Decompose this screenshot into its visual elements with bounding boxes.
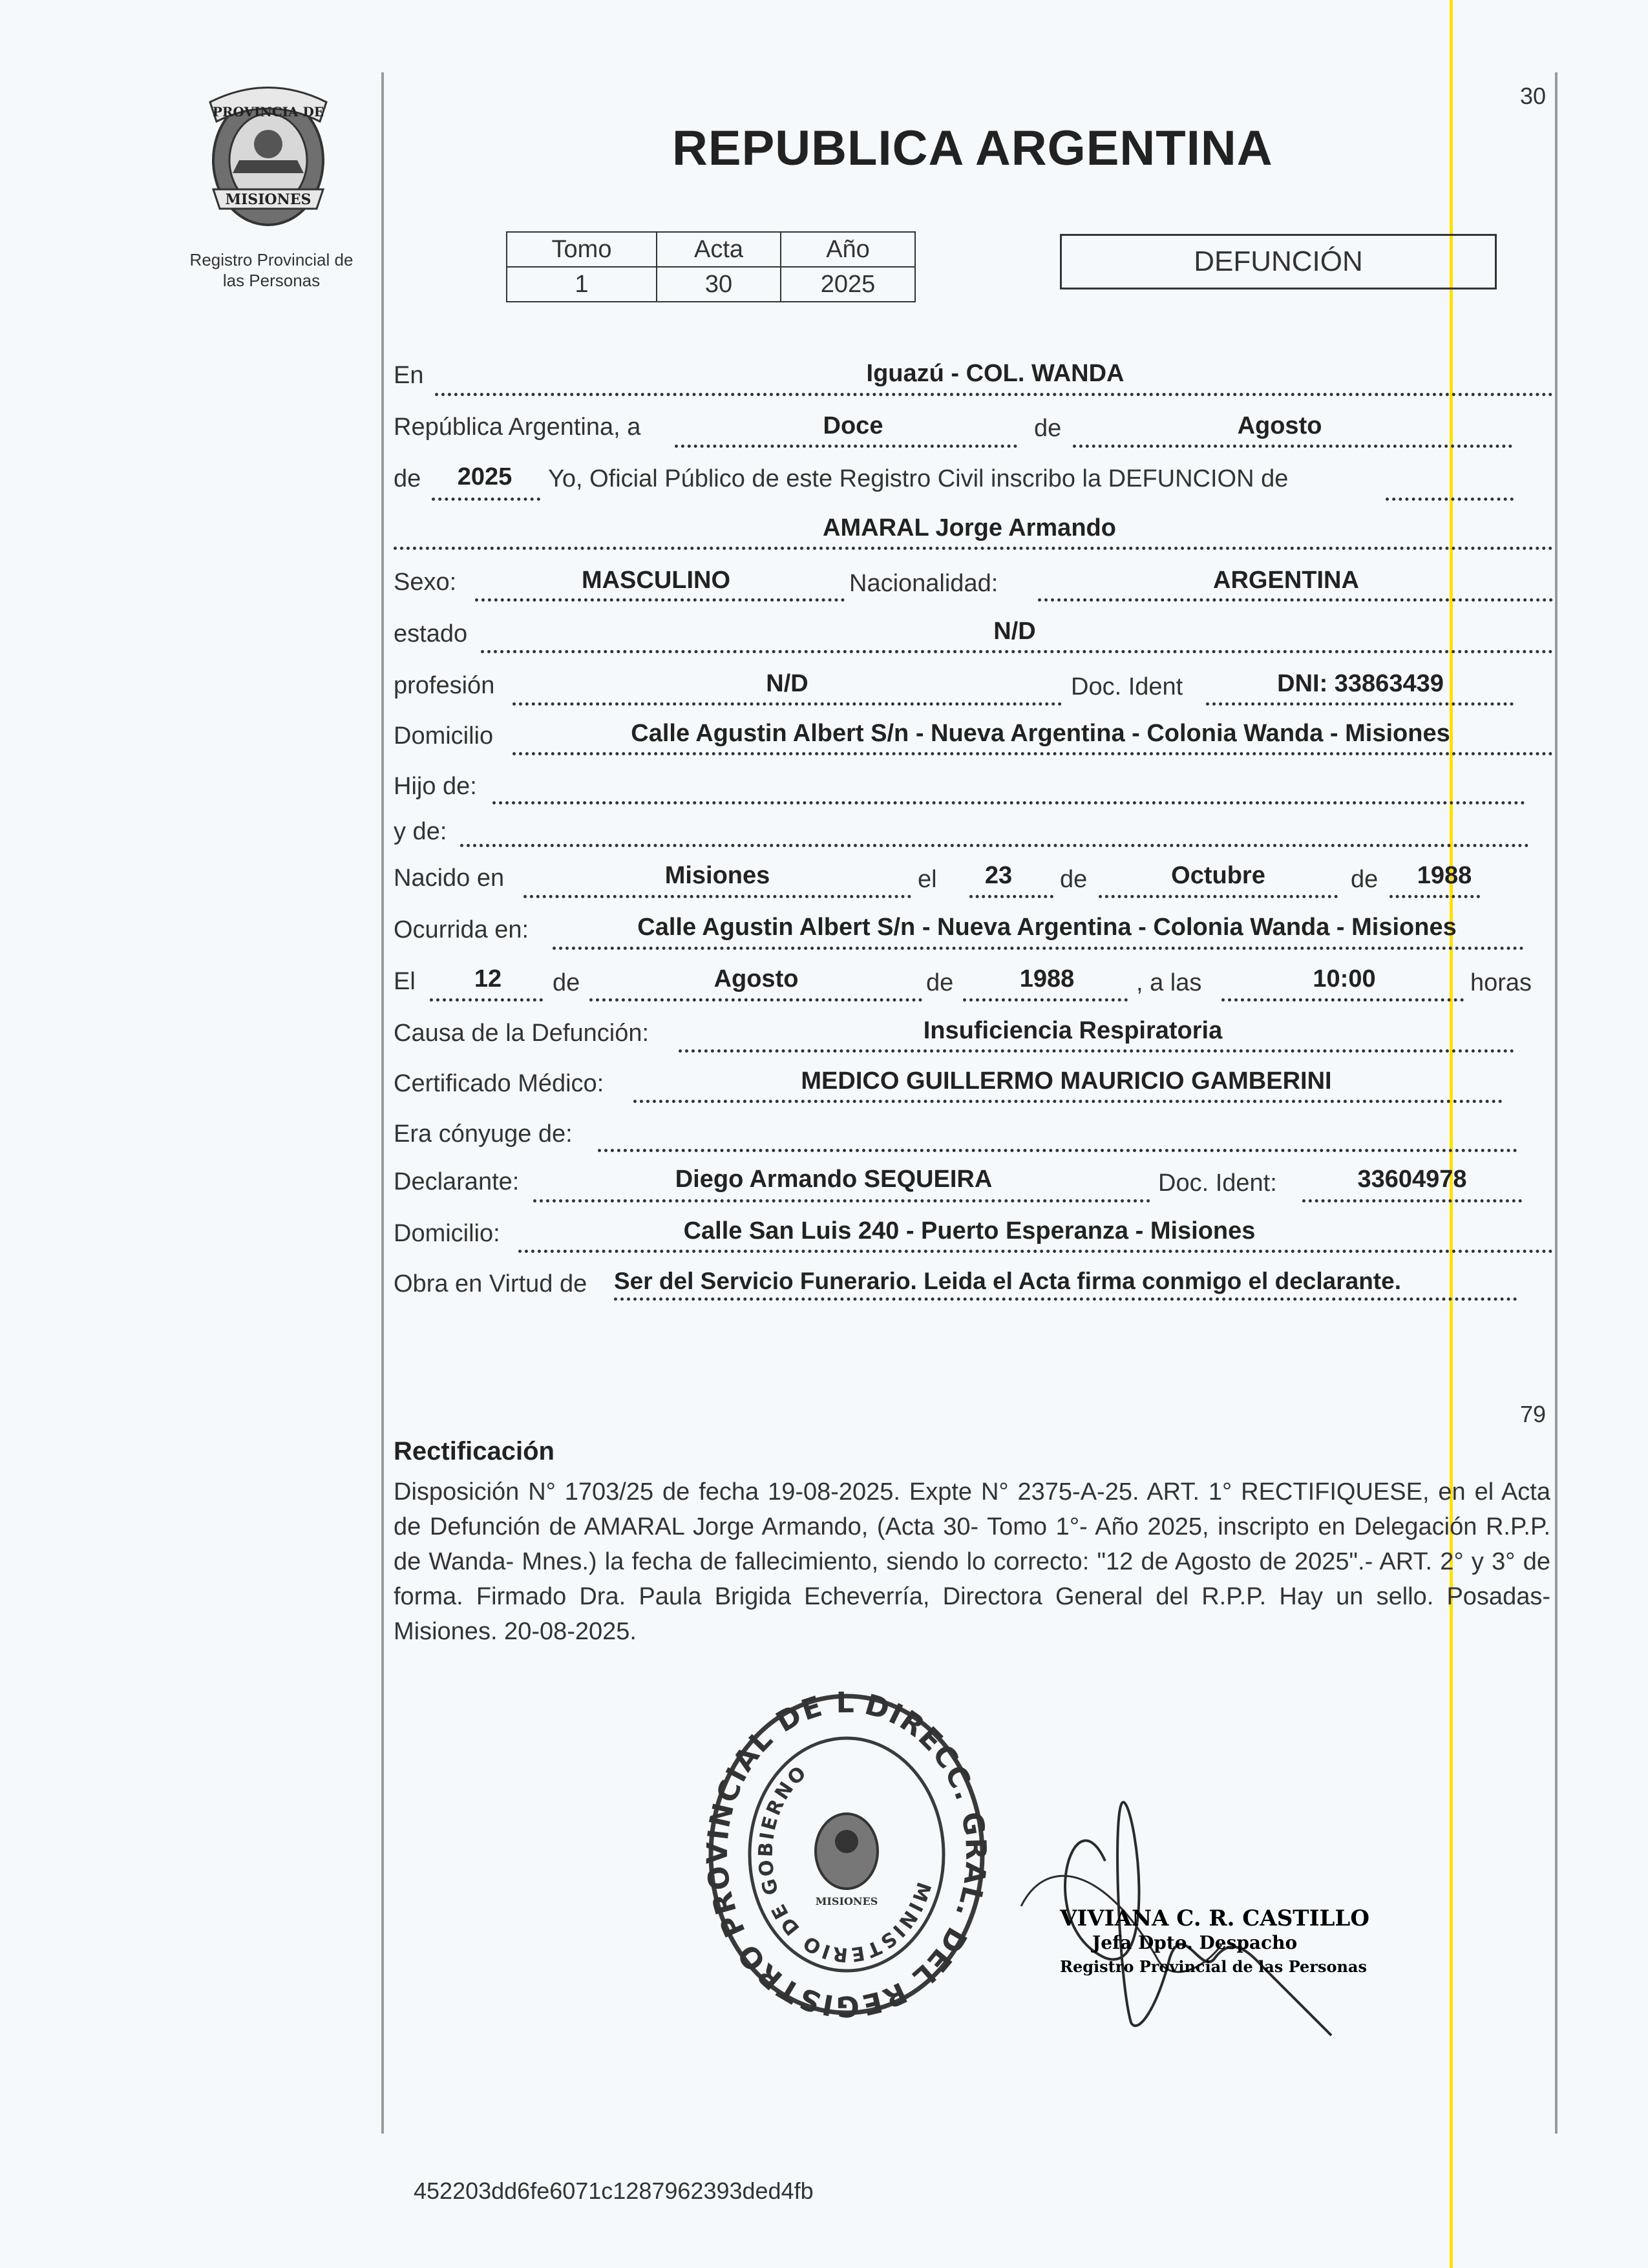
nac-mes-value: Octubre [1171, 862, 1265, 889]
conyuge-dotted-line [598, 1149, 1517, 1152]
nacionalidad-value: ARGENTINA [1213, 567, 1359, 594]
profesion-value: N/D [766, 670, 808, 697]
left-margin-line [381, 72, 384, 2134]
certificado-dotted-line [633, 1100, 1503, 1103]
el-label: El [394, 968, 416, 995]
domicilio-value: Calle Agustin Albert S/n - Nueva Argentina - Colonia Wanda - Misiones [631, 720, 1450, 747]
estado-dotted-line [481, 650, 1553, 653]
fall-anio-dotted-line [963, 998, 1128, 1002]
document-title: REPUBLICA ARGENTINA [672, 121, 1273, 176]
right-margin-line [1555, 72, 1558, 2134]
nac-anio-value: 1988 [1417, 862, 1472, 889]
table-value-anio: 2025 [781, 267, 915, 302]
ocurrida-value: Calle Agustin Albert S/n - Nueva Argentina - Colonia Wanda - Misiones [637, 914, 1457, 941]
fall-dia-dotted-line [430, 998, 543, 1002]
rectificacion-title: Rectificación [394, 1437, 555, 1465]
svg-text:DIRECC. GRAL. DEL REGISTRO PRO: DIRECC. GRAL. DEL REGISTRO PROVINCIAL DE L [701, 1686, 993, 2022]
logo-caption: Registro Provincial de las Personas [189, 250, 354, 290]
doc-ident-dotted-line [1206, 702, 1514, 706]
de-label-2: de [394, 465, 421, 492]
dia-dotted-line [675, 445, 1017, 448]
highlight-vertical-line [1450, 0, 1453, 2268]
hora-value: 10:00 [1313, 965, 1376, 992]
nacionalidad-dotted-line [1038, 598, 1553, 602]
declarante-dotted-line [533, 1199, 1150, 1202]
table-header-anio: Año [781, 232, 915, 267]
en-label: En [394, 362, 424, 389]
nacido-dotted-line [523, 895, 911, 898]
domicilio2-value: Calle San Luis 240 - Puerto Esperanza - Misiones [683, 1217, 1256, 1244]
certificado-label: Certificado Médico: [394, 1070, 604, 1097]
page-number-top: 30 [1520, 83, 1547, 109]
nac-mes-dotted-line [1099, 895, 1338, 898]
en-dotted-line [435, 393, 1553, 396]
nacido-de-label-2: de [1351, 866, 1379, 893]
hijo-label: Hijo de: [394, 773, 477, 800]
estado-value: N/D [993, 618, 1036, 645]
tomo-acta-anio-table [506, 231, 916, 302]
province-seal-logo [194, 76, 343, 231]
anio-dotted-line [432, 498, 540, 501]
domicilio-dotted-line [512, 752, 1553, 755]
doc-ident-label: Doc. Ident [1071, 673, 1183, 700]
inscribo-label: Yo, Oficial Público de este Registro Civil inscribo la DEFUNCION de [548, 465, 1289, 492]
alas-label: , a las [1136, 969, 1202, 996]
ocurrida-dotted-line [553, 947, 1524, 950]
obra-value: Ser del Servicio Funerario. Leida el Acta firma conmigo el declarante. [614, 1268, 1401, 1294]
nacido-value: Misiones [664, 862, 770, 889]
fall-de-label-1: de [553, 969, 580, 996]
anio-value: 2025 [457, 463, 512, 490]
sexo-value: MASCULINO [581, 567, 731, 594]
official-stamp [698, 1686, 995, 2022]
doc-ident2-dotted-line [1302, 1199, 1522, 1202]
yde-label: y de: [394, 818, 447, 845]
fall-anio-value: 1988 [1019, 965, 1075, 992]
sexo-dotted-line [475, 598, 845, 602]
nacido-de-label-1: de [1060, 866, 1088, 893]
fall-mes-dotted-line [589, 998, 922, 1002]
signature [1008, 1764, 1370, 2048]
doc-ident2-value: 33604978 [1357, 1166, 1467, 1193]
ocurrida-label: Ocurrida en: [394, 916, 529, 943]
doc-ident2-label: Doc. Ident: [1158, 1170, 1277, 1197]
rectificacion-page-number: 79 [1520, 1401, 1547, 1427]
causa-value: Insuficiencia Respiratoria [923, 1017, 1223, 1044]
rectificacion-text: Disposición N° 1703/25 de fecha 19-08-2025. Expte N° 2375-A-25. ART. 1° RECTIFIQUESE, en el Acta de Defunción de AMARAL Jorge Armando, (Acta 30- Tomo 1°- Año 2025, inscripto en Delegación R.P.P. de Wanda- Mnes.) la fecha de fallecimiento, siendo lo correcto: "12 de Agosto de 2025".- ART. 2° y 3° de forma. Firmado Dra. Paula Brigida Echeverría, Directora General del R.P.P. Hay un sello. Posadas- Misiones. 20-08-2025. [394, 1478, 1550, 1645]
table-value-acta: 30 [657, 267, 781, 302]
domicilio2-label: Domicilio: [394, 1220, 500, 1247]
nac-anio-dotted-line [1389, 895, 1480, 898]
nacionalidad-label: Nacionalidad: [849, 570, 998, 597]
svg-text:Jefa Dpto. Despacho: Jefa Dpto. Despacho [1092, 1932, 1298, 1953]
en-value: Iguazú - COL. WANDA [866, 360, 1125, 387]
republica-label: República Argentina, a [394, 414, 641, 441]
profesion-label: profesión [394, 672, 495, 699]
domicilio2-dotted-line [518, 1250, 1553, 1253]
nac-dia-dotted-line [969, 895, 1053, 898]
table-value-tomo: 1 [507, 267, 657, 302]
fall-de-label-2: de [926, 969, 954, 996]
deceased-name-value: AMARAL Jorge Armando [823, 514, 1116, 541]
nac-dia-value: 23 [984, 862, 1013, 889]
dia-value: Doce [823, 412, 883, 439]
obra-dotted-line [614, 1297, 1517, 1301]
nacido-label: Nacido en [394, 865, 505, 892]
sexo-label: Sexo: [394, 569, 457, 596]
mes-value: Agosto [1237, 412, 1322, 439]
document-hash: 452203dd6fe6071c1287962393ded4fb [414, 2178, 814, 2204]
causa-label: Causa de la Defunción: [394, 1020, 650, 1047]
svg-text:PROVINCIA DE: PROVINCIA DE [212, 104, 324, 120]
record-type-box: DEFUNCIÓN [1060, 234, 1497, 289]
obra-label: Obra en Virtud de [394, 1270, 587, 1297]
fall-mes-value: Agosto [713, 965, 799, 992]
fall-dia-value: 12 [474, 965, 502, 992]
name-dotted-line [394, 547, 1553, 550]
hora-dotted-line [1221, 998, 1464, 1002]
svg-text:MISIONES: MISIONES [815, 1895, 878, 1907]
horas-label: horas [1470, 969, 1532, 996]
svg-text:MISIONES: MISIONES [225, 191, 312, 208]
profesion-dotted-line [512, 702, 1062, 706]
de-label-1: de [1034, 415, 1062, 442]
certificado-value: MEDICO GUILLERMO MAURICIO GAMBERINI [801, 1067, 1332, 1095]
nacido-el-label: el [918, 866, 937, 893]
svg-text:Registro Provincial de las Per: Registro Provincial de las Personas [1060, 1957, 1367, 1976]
svg-text:MINISTERIO DE GOBIERNO: MINISTERIO DE GOBIERNO [754, 1760, 935, 1966]
declarante-value: Diego Armando SEQUEIRA [675, 1166, 993, 1193]
declarante-label: Declarante: [394, 1168, 520, 1195]
yde-dotted-line [460, 844, 1529, 847]
doc-ident-value: DNI: 33863439 [1277, 670, 1444, 697]
conyuge-label: Era cónyuge de: [394, 1120, 573, 1148]
svg-text:VIVIANA C. R. CASTILLO: VIVIANA C. R. CASTILLO [1060, 1906, 1369, 1931]
estado-label: estado [394, 620, 468, 647]
inscribo-dotted-line [1386, 498, 1514, 501]
hijo-dotted-line [492, 801, 1525, 804]
table-header-acta: Acta [657, 232, 781, 267]
table-header-tomo: Tomo [507, 232, 657, 267]
causa-dotted-line [679, 1049, 1514, 1053]
mes-dotted-line [1073, 445, 1512, 448]
domicilio-label: Domicilio [394, 722, 494, 750]
